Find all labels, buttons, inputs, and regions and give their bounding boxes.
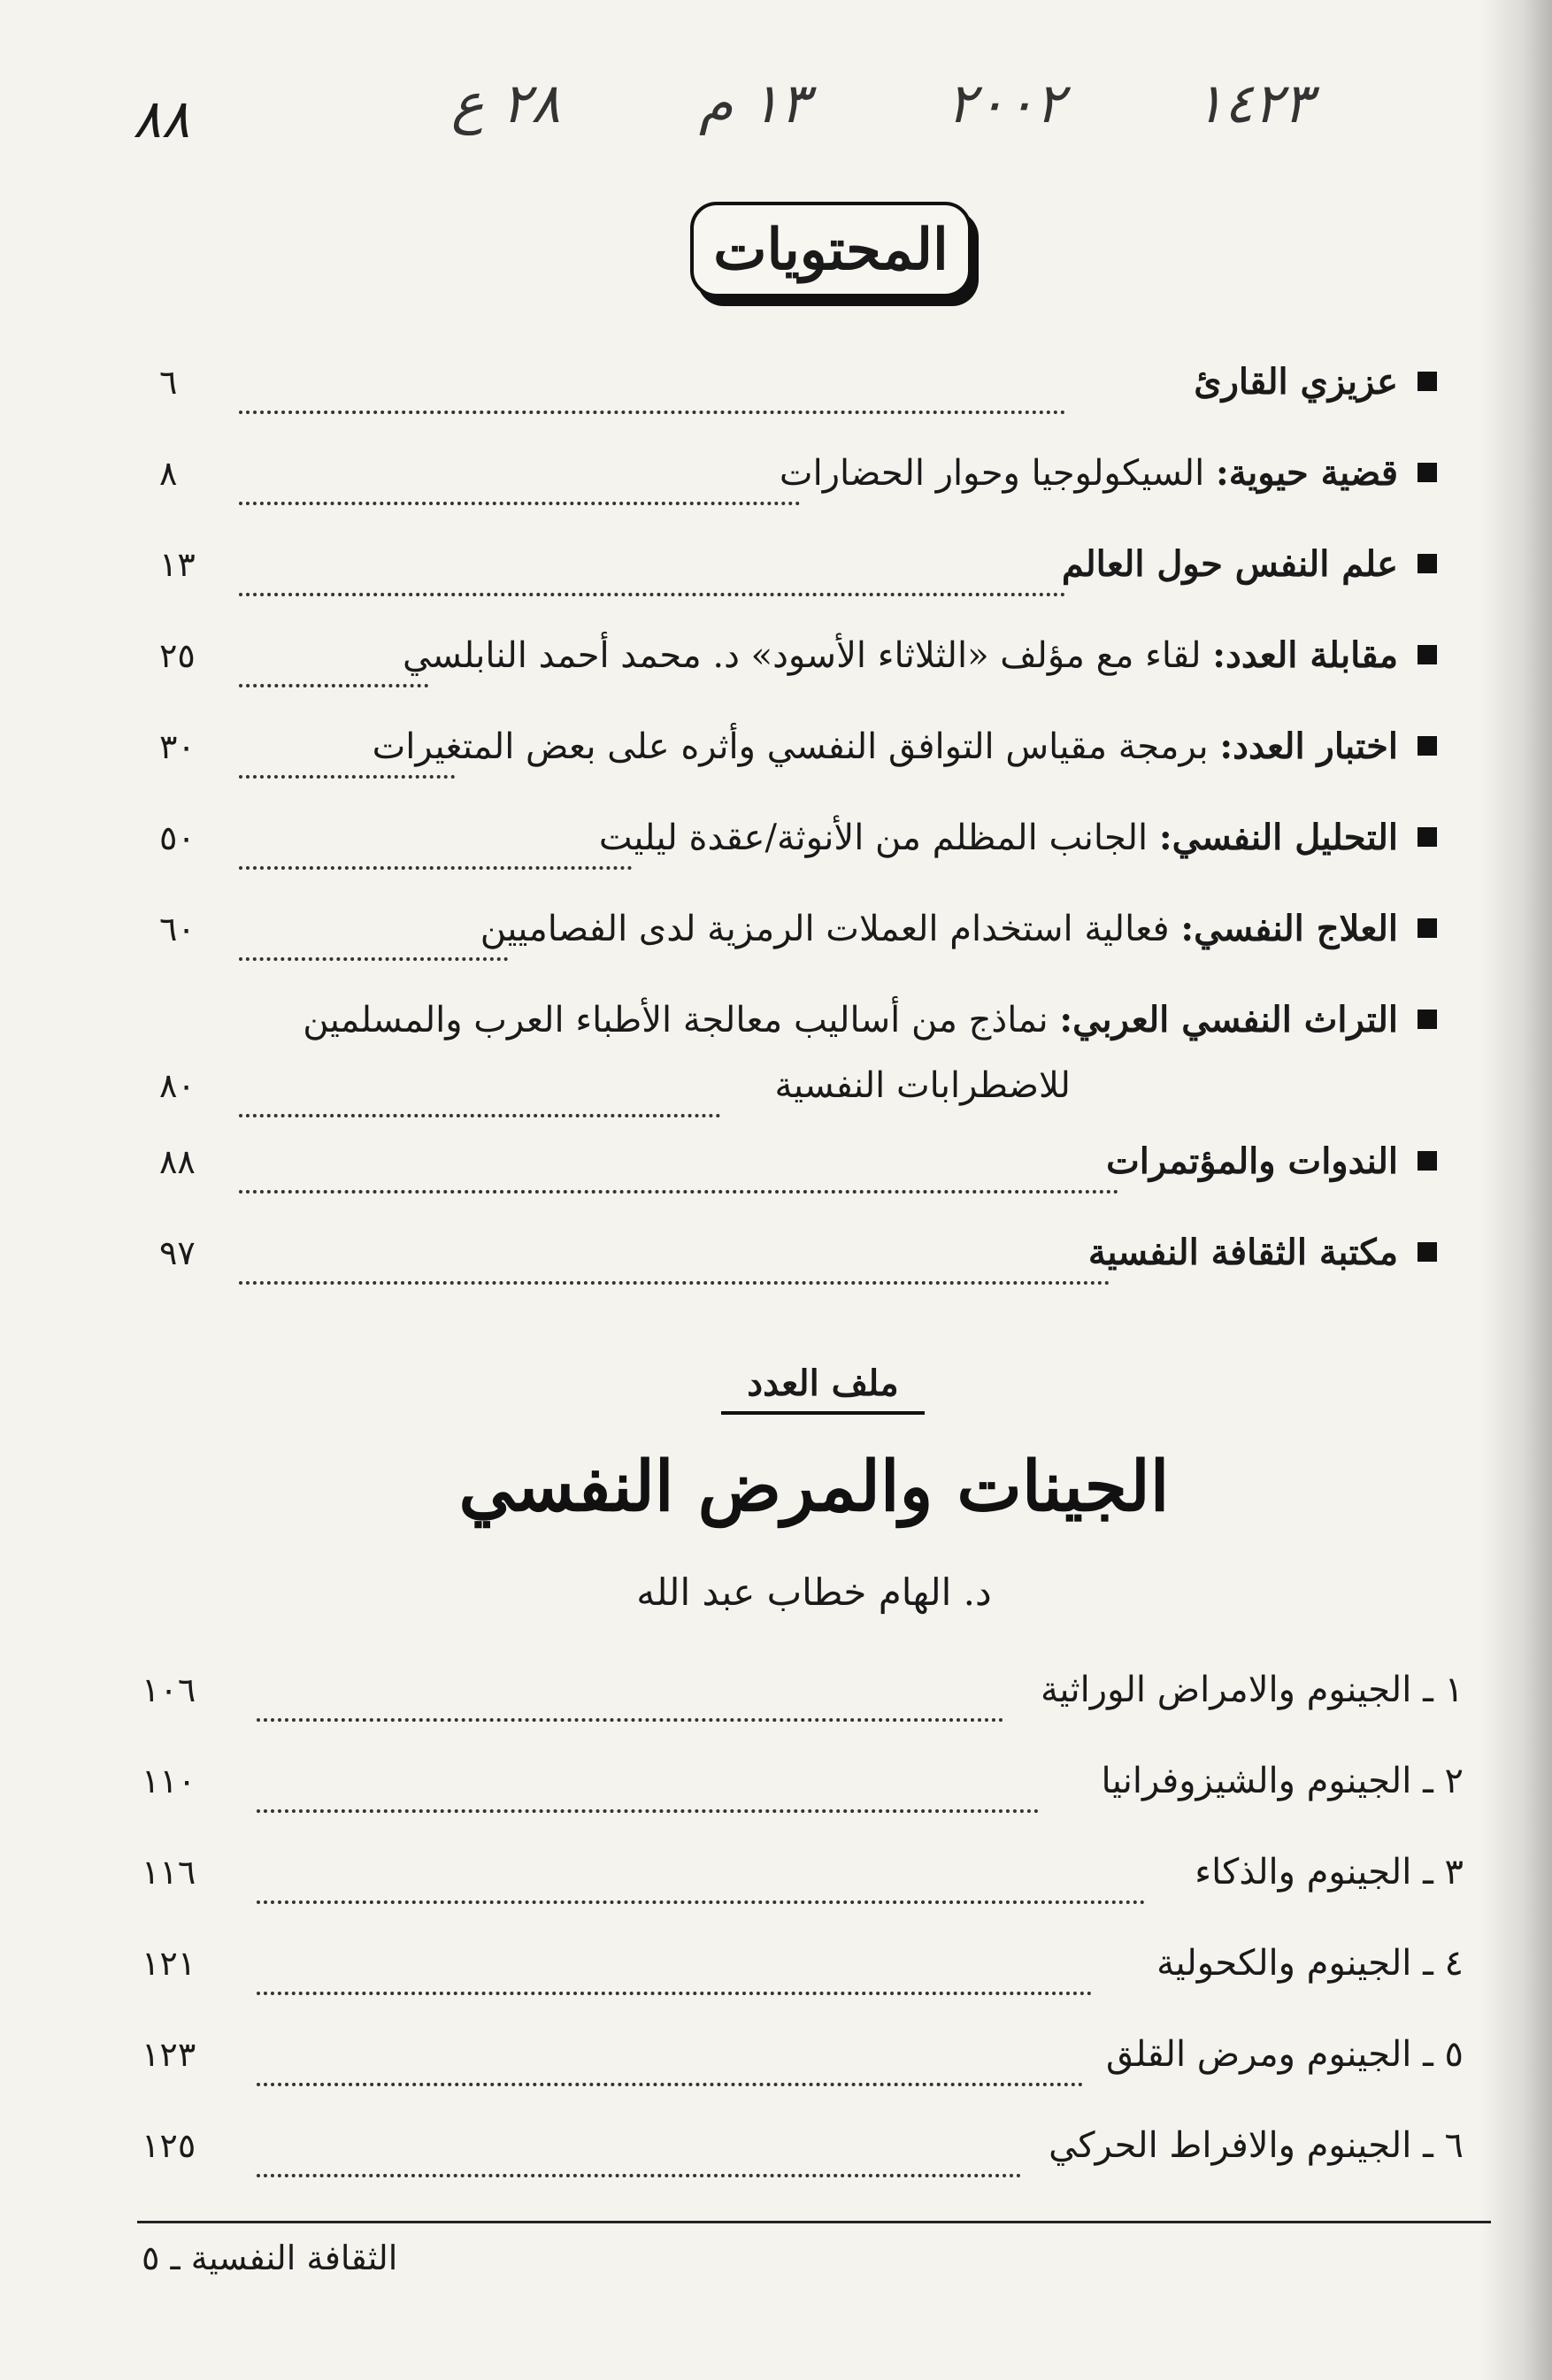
dot-leader — [257, 2117, 1021, 2177]
page-number: ٨٨ — [159, 1142, 196, 1181]
toc-entry: مكتبة الثقافة النفسية — [1087, 1232, 1398, 1273]
dossier-item[interactable] — [142, 2026, 1464, 2117]
dot-leader — [257, 1844, 1145, 1904]
toc-entry: اختبار العدد: برمجة مقياس التوافق النفسي وأثره على بعض المتغيرات — [372, 726, 1398, 767]
toc-entry: التراث النفسي العربي: نماذج من أساليب معالجة الأطباء العرب والمسلمين — [303, 999, 1398, 1040]
toc-entry: علم النفس حول العالم — [1061, 543, 1398, 585]
square-bullet-icon — [1418, 554, 1437, 573]
toc-row[interactable] — [159, 810, 1437, 901]
page-number: ٨ — [159, 454, 178, 493]
page-number: ٢٥ — [159, 636, 196, 675]
dossier-author: د. الهام خطاب عبد الله — [636, 1570, 992, 1614]
dot-leader — [257, 2026, 1083, 2086]
page-number: ٨٠ — [159, 1066, 196, 1105]
handwritten-issue: ٢٨ ع — [451, 71, 561, 135]
page-number: ٦ — [159, 363, 178, 402]
dossier-item-text: ٥ ـ الجينوم ومرض القلق — [1105, 2034, 1464, 2075]
dossier-list — [142, 1662, 1464, 2208]
handwritten-folio: ٨٨ — [133, 88, 190, 150]
dot-leader — [239, 1057, 720, 1117]
page-number: ٣٠ — [159, 727, 196, 766]
handwritten-month: ١٣ م — [699, 71, 810, 135]
dossier-item[interactable] — [142, 1662, 1464, 1753]
handwritten-year: ٢٠٠٢ — [947, 71, 1065, 135]
handwritten-hijri: ١٤٢٣ — [1195, 71, 1313, 135]
dot-leader — [239, 718, 455, 779]
square-bullet-icon — [1418, 918, 1437, 938]
toc-row[interactable] — [159, 1133, 1437, 1225]
dot-leader — [239, 445, 800, 505]
footer-running-title: الثقافة النفسية ـ ٥ — [142, 2238, 398, 2277]
toc-row[interactable] — [159, 992, 1437, 1133]
toc-entry: مقابلة العدد: لقاء مع مؤلف «الثلاثاء الأسود» د. محمد أحمد النابلسي — [402, 634, 1398, 676]
square-bullet-icon — [1418, 372, 1437, 391]
toc-row[interactable] — [159, 901, 1437, 992]
dossier-item[interactable] — [142, 2117, 1464, 2208]
toc-row[interactable] — [159, 718, 1437, 810]
dossier-item[interactable] — [142, 1753, 1464, 1844]
page-number: ١٠٦ — [142, 1670, 196, 1709]
toc-row[interactable] — [159, 354, 1437, 445]
page-number: ١١٦ — [142, 1853, 196, 1892]
dot-leader — [239, 536, 1065, 596]
page-number: ١٢٥ — [142, 2126, 196, 2165]
dossier-item[interactable] — [142, 1844, 1464, 1935]
square-bullet-icon — [1418, 1242, 1437, 1262]
toc-row[interactable] — [159, 536, 1437, 627]
toc-row[interactable] — [159, 627, 1437, 718]
dossier-item-text: ٤ ـ الجينوم والكحولية — [1156, 1943, 1464, 1984]
square-bullet-icon — [1418, 1151, 1437, 1171]
page-number: ٥٠ — [159, 818, 196, 857]
square-bullet-icon — [1418, 736, 1437, 756]
dot-leader — [239, 810, 632, 870]
dot-leader — [257, 1662, 1003, 1722]
square-bullet-icon — [1418, 827, 1437, 847]
toc-entry: العلاج النفسي: فعالية استخدام العملات الرمزية لدى الفصاميين — [480, 908, 1398, 949]
toc-entry: التحليل النفسي: الجانب المظلم من الأنوثة/عقدة ليليت — [598, 817, 1398, 858]
dossier-item-text: ٦ ـ الجينوم والافراط الحركي — [1049, 2125, 1464, 2166]
dot-leader — [257, 1753, 1039, 1813]
page-edge-shadow — [1481, 0, 1552, 2380]
toc-entry: قضية حيوية: السيكولوجيا وحوار الحضارات — [779, 452, 1398, 494]
toc-entry: الندوات والمؤتمرات — [1106, 1140, 1398, 1182]
dot-leader — [239, 1133, 1118, 1194]
square-bullet-icon — [1418, 645, 1437, 664]
dossier-label: ملف العدد — [721, 1363, 925, 1415]
toc-entry: عزيزي القارئ — [1194, 361, 1398, 403]
square-bullet-icon — [1418, 1010, 1437, 1029]
square-bullet-icon — [1418, 463, 1437, 482]
page-number: ١٢٣ — [142, 2035, 196, 2074]
page-number: ١٢١ — [142, 1944, 196, 1983]
toc-row[interactable] — [159, 1225, 1437, 1316]
contents-list — [159, 354, 1437, 1316]
dot-leader — [239, 901, 508, 961]
dot-leader — [257, 1935, 1092, 1995]
toc-row[interactable] — [159, 445, 1437, 536]
dossier-item[interactable] — [142, 1935, 1464, 2026]
page-number: ٩٧ — [159, 1233, 196, 1272]
dossier-title: الجينات والمرض النفسي — [458, 1447, 1170, 1527]
footer-rule — [137, 2221, 1491, 2223]
dossier-item-text: ١ ـ الجينوم والامراض الوراثية — [1040, 1670, 1464, 1710]
toc-entry-continuation: للاضطرابات النفسية — [774, 1065, 1071, 1106]
page-title: المحتويات — [690, 202, 972, 297]
dot-leader — [239, 1225, 1110, 1285]
dossier-item-text: ٣ ـ الجينوم والذكاء — [1195, 1852, 1464, 1892]
dot-leader — [239, 354, 1065, 414]
page-number: ٦٠ — [159, 910, 196, 948]
dossier-item-text: ٢ ـ الجينوم والشيزوفرانيا — [1101, 1761, 1464, 1801]
page-number: ١٣ — [159, 545, 196, 584]
dot-leader — [239, 627, 428, 687]
handwritten-notes — [133, 71, 1318, 177]
page-number: ١١٠ — [142, 1762, 196, 1800]
